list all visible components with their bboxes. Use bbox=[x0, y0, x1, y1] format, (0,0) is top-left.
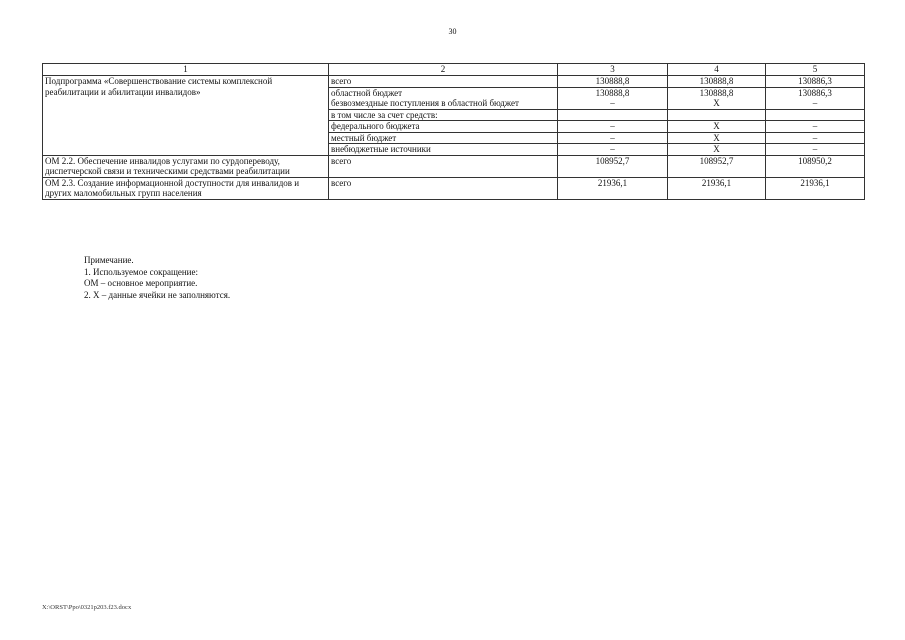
value-cell: – bbox=[558, 98, 668, 109]
header-cell: 2 bbox=[329, 64, 558, 76]
value-cell: – bbox=[766, 132, 865, 144]
page-number: 30 bbox=[448, 27, 457, 36]
value-cell: – bbox=[558, 144, 668, 156]
notes-title: Примечание. bbox=[84, 255, 134, 265]
value-cell bbox=[766, 109, 865, 121]
notes-line: ОМ – основное мероприятие. bbox=[84, 278, 198, 288]
value-cell: 108952,7 bbox=[558, 155, 668, 177]
header-cell: 5 bbox=[766, 64, 865, 76]
row-label: всего bbox=[329, 177, 558, 199]
row-label: внебюджетные источники bbox=[329, 144, 558, 156]
value-cell: 130888,8 bbox=[558, 76, 668, 88]
value-cell: 130888,8 bbox=[668, 87, 766, 98]
header-cell: 4 bbox=[668, 64, 766, 76]
value-cell: 21936,1 bbox=[558, 177, 668, 199]
value-cell: Х bbox=[668, 121, 766, 133]
value-cell: 130886,3 bbox=[766, 87, 865, 98]
value-cell bbox=[558, 109, 668, 121]
notes-block bbox=[84, 255, 230, 301]
row-label: безвозмездные поступления в областной бюджет bbox=[329, 98, 558, 109]
value-cell: 108952,7 bbox=[668, 155, 766, 177]
row-label: местный бюджет bbox=[329, 132, 558, 144]
value-cell: – bbox=[766, 144, 865, 156]
value-cell: – bbox=[766, 121, 865, 133]
table-row bbox=[43, 155, 865, 177]
header-cell: 1 bbox=[43, 64, 329, 76]
measure-name-cell: ОМ 2.3. Создание информационной доступности для инвалидов и других маломобильных групп населения bbox=[43, 177, 329, 199]
table-header-row bbox=[43, 64, 865, 76]
table-row bbox=[43, 76, 865, 88]
measure-name-cell: ОМ 2.2. Обеспечение инвалидов услугами по сурдопереводу, диспетчерской связи и техническими средствами реабилитации bbox=[43, 155, 329, 177]
value-cell: – bbox=[558, 132, 668, 144]
row-label: федерального бюджета bbox=[329, 121, 558, 133]
notes-line: 2. Х – данные ячейки не заполняются. bbox=[84, 289, 231, 300]
row-label: областной бюджет bbox=[329, 87, 558, 98]
row-label: в том числе за счет средств: bbox=[329, 109, 558, 121]
value-cell: – bbox=[766, 98, 865, 109]
row-label: всего bbox=[329, 76, 558, 88]
header-cell: 3 bbox=[558, 64, 668, 76]
file-path-footer: Х:\ORST\Ppo\0321p203.f23.docx bbox=[42, 604, 132, 611]
value-cell bbox=[668, 109, 766, 121]
value-cell: – bbox=[558, 121, 668, 133]
value-cell: 21936,1 bbox=[668, 177, 766, 199]
row-label: всего bbox=[329, 155, 558, 177]
table-row bbox=[43, 177, 865, 199]
program-name-cell: Подпрограмма «Совершенствование системы комплексной реабилитации и абилитации инвалидов» bbox=[43, 76, 329, 156]
value-cell: 130886,3 bbox=[766, 76, 865, 88]
value-cell: 130888,8 bbox=[668, 76, 766, 88]
value-cell: Х bbox=[668, 132, 766, 144]
value-cell: 108950,2 bbox=[766, 155, 865, 177]
value-cell: 130888,8 bbox=[558, 87, 668, 98]
value-cell: 21936,1 bbox=[766, 177, 865, 199]
value-cell: Х bbox=[668, 98, 766, 109]
notes-line: 1. Используемое сокращение: bbox=[84, 266, 198, 277]
budget-table bbox=[42, 63, 865, 200]
value-cell: Х bbox=[668, 144, 766, 156]
